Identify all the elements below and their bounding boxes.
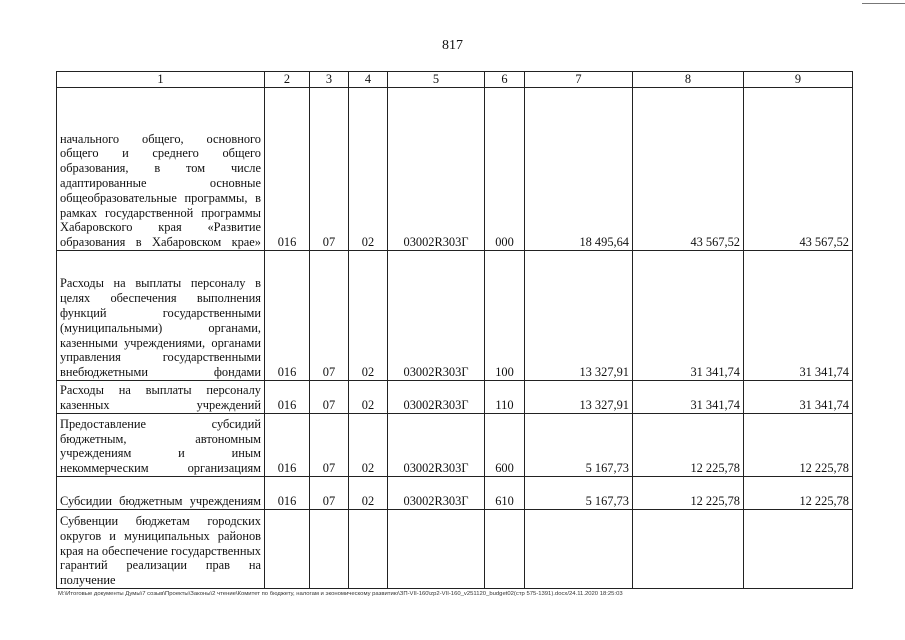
row-description: Предоставление субсидий бюджетным, автономным учреждениям и иным некоммерческим организациям bbox=[57, 414, 265, 477]
table-row bbox=[57, 88, 853, 251]
cell-ministry: 016 bbox=[265, 251, 310, 381]
header-col-6: 6 bbox=[485, 72, 525, 88]
cell-subsection: 02 bbox=[349, 414, 388, 477]
cell-ministry: 016 bbox=[265, 88, 310, 251]
cell-target-code bbox=[388, 510, 485, 589]
header-col-5: 5 bbox=[388, 72, 485, 88]
page-number: 817 bbox=[442, 38, 463, 53]
header-col-9: 9 bbox=[744, 72, 853, 88]
header-col-2: 2 bbox=[265, 72, 310, 88]
cell-ministry: 016 bbox=[265, 477, 310, 510]
cell-amount-9: 12 225,78 bbox=[744, 414, 853, 477]
cell-subsection bbox=[349, 510, 388, 589]
cell-ministry: 016 bbox=[265, 414, 310, 477]
table-row bbox=[57, 414, 853, 477]
cell-amount-9: 43 567,52 bbox=[744, 88, 853, 251]
row-description: Субсидии бюджетным учреждениям bbox=[57, 477, 265, 510]
cell-amount-8: 12 225,78 bbox=[633, 477, 744, 510]
cell-amount-7: 13 327,91 bbox=[525, 381, 633, 414]
cell-amount-9: 31 341,74 bbox=[744, 381, 853, 414]
cell-amount-9: 31 341,74 bbox=[744, 251, 853, 381]
cell-section: 07 bbox=[310, 251, 349, 381]
cell-expense-type: 100 bbox=[485, 251, 525, 381]
cell-amount-7: 5 167,73 bbox=[525, 414, 633, 477]
table-row bbox=[57, 477, 853, 510]
document-path-footer: M:\Итоговые документы Думы\7 созыв\Проекты\Законы\2 чтение\Комитет по бюджету, налогам и экономическому развитию\ЗП-VII-160\zp2-VII-160_v251120_budget02(стр 575-1391).docx/24.11.2020 18:25:03 bbox=[58, 591, 623, 597]
cell-section: 07 bbox=[310, 477, 349, 510]
cell-section: 07 bbox=[310, 381, 349, 414]
cell-amount-9 bbox=[744, 510, 853, 589]
cell-amount-8: 31 341,74 bbox=[633, 381, 744, 414]
cell-subsection: 02 bbox=[349, 477, 388, 510]
cell-target-code: 03002R303Г bbox=[388, 477, 485, 510]
cell-section bbox=[310, 510, 349, 589]
cell-expense-type: 000 bbox=[485, 88, 525, 251]
cell-expense-type: 110 bbox=[485, 381, 525, 414]
cell-subsection: 02 bbox=[349, 381, 388, 414]
cell-target-code: 03002R303Г bbox=[388, 381, 485, 414]
cell-expense-type: 600 bbox=[485, 414, 525, 477]
cell-amount-9: 12 225,78 bbox=[744, 477, 853, 510]
cell-ministry bbox=[265, 510, 310, 589]
cell-target-code: 03002R303Г bbox=[388, 414, 485, 477]
cell-section: 07 bbox=[310, 88, 349, 251]
cell-expense-type: 610 bbox=[485, 477, 525, 510]
cell-amount-7 bbox=[525, 510, 633, 589]
cell-subsection: 02 bbox=[349, 251, 388, 381]
table-row bbox=[57, 381, 853, 414]
budget-table bbox=[56, 71, 853, 589]
row-description: Расходы на выплаты персоналу в целях обеспечения выполнения функций государственными (муниципальными) органами, казенными учреждениями, органами управления государственными внебюджетными фондами bbox=[57, 251, 265, 381]
cell-target-code: 03002R303Г bbox=[388, 88, 485, 251]
cell-target-code: 03002R303Г bbox=[388, 251, 485, 381]
cell-amount-8 bbox=[633, 510, 744, 589]
cell-amount-8: 12 225,78 bbox=[633, 414, 744, 477]
header-col-7: 7 bbox=[525, 72, 633, 88]
cell-amount-7: 13 327,91 bbox=[525, 251, 633, 381]
header-col-4: 4 bbox=[349, 72, 388, 88]
header-col-3: 3 bbox=[310, 72, 349, 88]
cell-subsection: 02 bbox=[349, 88, 388, 251]
table-row bbox=[57, 510, 853, 589]
row-description: начального общего, основного общего и среднего общего образования, в том числе адаптированные основные общеобразовательные программы, в рамках государственной программы Хабаровского края «Развитие образования в Хабаровском крае» bbox=[57, 88, 265, 251]
cell-amount-7: 18 495,64 bbox=[525, 88, 633, 251]
cell-ministry: 016 bbox=[265, 381, 310, 414]
header-col-8: 8 bbox=[633, 72, 744, 88]
row-description: Расходы на выплаты персоналу казенных учреждений bbox=[57, 381, 265, 414]
cell-amount-8: 31 341,74 bbox=[633, 251, 744, 381]
cell-section: 07 bbox=[310, 414, 349, 477]
table-header-row bbox=[57, 72, 853, 88]
header-col-1: 1 bbox=[57, 72, 265, 88]
row-description: Субвенции бюджетам городских округов и муниципальных районов края на обеспечение государственных гарантий реализации прав на получение bbox=[57, 510, 265, 589]
table-row bbox=[57, 251, 853, 381]
cell-amount-7: 5 167,73 bbox=[525, 477, 633, 510]
cell-amount-8: 43 567,52 bbox=[633, 88, 744, 251]
top-edge-rule bbox=[862, 3, 905, 4]
cell-expense-type bbox=[485, 510, 525, 589]
